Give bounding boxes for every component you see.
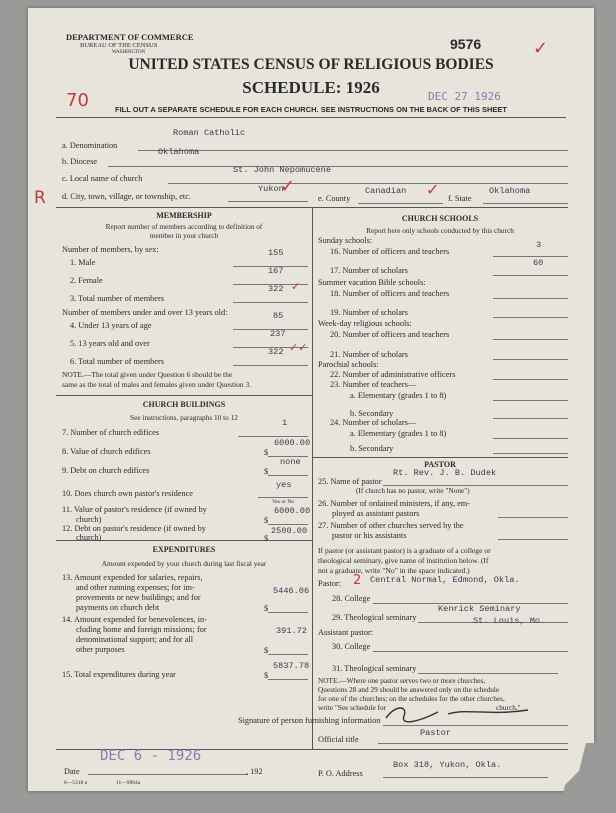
dept-label: DEPARTMENT OF COMMERCE [66,32,194,42]
college-value: Central Normal, Edmond, Okla. [370,575,520,585]
q11-dollar: $ [264,516,269,525]
q15-label: 15. Total expenditures during year [62,670,176,679]
received-date-stamp: DEC 27 1926 [428,90,501,103]
q9-label: 9. Debt on church edifices [62,466,150,475]
q26-label-1: 26. Number of ordained ministers, if any, em- [318,499,470,508]
buildings-title: CHURCH BUILDINGS [142,400,226,409]
q25-value: Rt. Rev. J. B. Dudek [393,468,497,478]
state-value: Oklahoma [489,186,531,196]
form-number: 6—5318 a [64,780,88,786]
q8-dollar: $ [264,448,269,457]
grad-note-3: not a graduate, write "No" in the space indicated.) [318,566,470,575]
q23b-label: b. Secondary [350,409,394,418]
seminary-value-2: St. Louis, Mo. [473,616,546,626]
yes-no-hint: Yes or No [272,499,295,505]
q13-label-3: provements or new buildings; and for [76,593,201,602]
q8-label: 8. Value of church edifices [62,447,151,456]
sunday-label: Sunday schools: [318,236,373,245]
official-title-value: Pastor [420,728,451,738]
q3-label: 3. Total number of members [70,294,164,303]
q3-check-mark: ✓ [291,280,301,293]
q11-label-2: church) [76,515,102,524]
q7-label: 7. Number of church edifices [62,428,159,437]
local-name-label: c. Local name of church [62,174,143,183]
q9-value: none [280,457,301,467]
q15-dollar: $ [264,671,269,680]
census-schedule-page [28,8,594,791]
po-address-value: Box 318, Yukon, Okla. [393,760,502,770]
q14-label-2: cluding home and foreign missions; for [76,625,207,634]
membership-note-1: NOTE.—The total given under Question 6 should be the [62,370,233,379]
bureau-label: BUREAU OF THE CENSUS [80,42,158,49]
diocese-value: Oklahoma [158,147,200,157]
q2-value: 167 [268,266,284,276]
schools-subtitle: Report here only schools conducted by this church [366,226,514,235]
q2-label: 2. Female [70,276,103,285]
pastor-note-1: NOTE.—Where one pastor serves two or more churches, [318,676,486,685]
q24-label: 24. Number of scholars— [330,418,417,427]
city-check-mark: ✓ [280,176,296,197]
q17-label: 17. Number of scholars [330,266,408,275]
q12-value: 2500.00 [271,526,308,536]
membership-subtitle-2: member in your church [149,231,219,240]
q25-note: (If church has no pastor, write "None") [356,486,470,495]
diocese-label: b. Diocese [62,157,98,166]
by-sex-label: Number of members, by sex: [62,245,159,254]
q6-check-mark: ✓✓ [289,341,308,354]
by-age-label: Number of members under and over 13 years old: [62,308,228,317]
q14-value: 391.72 [276,626,307,636]
q10-label: 10. Does church own pastor's residence [62,489,193,498]
q10-value: yes [276,480,292,490]
red-check-mark: ✓ [533,38,549,59]
city-value: Yukon [258,184,284,194]
q14-label-1: 14. Amount expended for benevolences, in- [62,615,207,624]
q23a-label: a. Elementary (grades 1 to 8) [350,391,447,400]
q14-label-4: other purposes [76,645,125,654]
q12-dollar: $ [264,534,269,543]
handwritten-70: 70 [66,90,89,111]
schedule-number: 9576 [450,36,482,52]
q6-value: 322 [268,347,284,357]
form-title: UNITED STATES CENSUS OF RELIGIOUS BODIES [128,56,494,73]
q13-label-1: 13. Amount expended for salaries, repairs, [62,573,203,582]
q8-value: 6000.00 [274,438,311,448]
weekday-label: Week-day religious schools: [318,319,412,328]
pastor-title: PASTOR [424,460,456,469]
q30-label: 30. College [332,642,371,651]
q5-value: 237 [270,329,286,339]
q20-label: 20. Number of officers and teachers [330,330,450,339]
q13-label-4: payments on church debt [76,603,160,612]
q16-value: 3 [536,240,542,250]
buildings-subtitle: See instructions, paragraphs 10 to 12 [130,413,238,422]
q12-label-1: 12. Debt on pastor's residence (if owned by [62,524,206,533]
q4-label: 4. Under 13 years of age [70,321,152,330]
q1-value: 155 [268,248,284,258]
assistant-label: Assistant pastor: [318,628,374,637]
q13-dollar: $ [264,604,269,613]
schools-title: CHURCH SCHOOLS [401,214,479,223]
denomination-label: a. Denomination [62,141,118,150]
q12-label-2: church) [76,533,102,542]
q15-value: 5837.78 [273,661,310,671]
q4-value: 85 [273,311,284,321]
q13-label-2: and other running expenses; for im- [76,583,195,592]
pastor-note-4: write "See schedule for [318,703,387,712]
q9-dollar: $ [264,467,269,476]
q26-label-2: ployed as assistant pastors [332,509,420,518]
expenditures-title: EXPENDITURES [152,545,216,554]
pastor-note-2: Questions 28 and 29 should be answered only on the schedule [318,685,500,694]
city-label: WASHINGTON [112,50,146,55]
q11-value: 6000.00 [274,506,311,516]
county-label: e. County [318,194,351,203]
q27-label-2: pastor or his assistants [332,531,407,540]
q3-value: 322 [268,284,284,294]
q29-label: 29. Theological seminary [332,613,417,622]
pastor-note-3: for one of the churches; on the schedules for the other churches, [318,694,505,703]
signature-label: Signature of person furnishing information [238,716,381,725]
expenditures-subtitle: Amount expended by your church during last fiscal year [101,559,267,568]
grad-note-1: If pastor (or assistant pastor) is a graduate of a college or [318,546,491,555]
q28-label: 28. College [332,594,371,603]
q27-label-1: 27. Number of other churches served by the [318,521,464,530]
q23-label: 23. Number of teachers— [330,380,417,389]
pastor-note-5: church." [496,703,521,712]
q21-label: 21. Number of scholars [330,350,408,359]
po-address-label: P. O. Address [318,769,363,778]
instruction-line: FILL OUT A SEPARATE SCHEDULE FOR EACH CHURCH. SEE INSTRUCTIONS ON THE BACK OF THIS SHEET [115,105,507,114]
handwritten-2: 2 [353,573,362,588]
q11-label-1: 11. Value of pastor's residence (if owned by [62,505,207,514]
q1-label: 1. Male [70,258,96,267]
q19-label: 19. Number of scholars [330,308,408,317]
summer-label: Summer vacation Bible schools: [318,278,426,287]
local-name-value: St. John Nepomucene [233,165,331,175]
membership-title: MEMBERSHIP [156,211,212,220]
county-value: Canadian [365,186,407,196]
q17-value: 60 [533,258,544,268]
q16-label: 16. Number of officers and teachers [330,247,450,256]
q14-dollar: $ [264,646,269,655]
q6-label: 6. Total number of members [70,357,164,366]
pastor-sub-label: Pastor: [318,579,342,588]
denomination-value: Roman Catholic [173,128,246,138]
parochial-label: Parochial schools: [318,360,379,369]
date-label: Date [64,767,80,776]
membership-subtitle-1: Report number of members according to definition of [105,222,263,231]
state-label: f. State [448,194,472,203]
date-stamp: DEC 6 - 1926 [100,748,202,764]
q5-label: 5. 13 years old and over [70,339,150,348]
q7-value: 1 [282,418,288,428]
q14-label-3: denominational support; and for all [76,635,194,644]
city-label-line: d. City, town, village, or township, etc. [62,192,191,201]
q31-label: 31. Theological seminary [332,664,417,673]
handwritten-r: R [34,188,46,208]
seminary-value-1: Kenrick Seminary [438,604,521,614]
q24a-label: a. Elementary (grades 1 to 8) [350,429,447,438]
torn-corner [558,743,616,813]
membership-note-2: same as the total of males and females given under Question 3. [62,380,252,389]
q25-label: 25. Name of pastor [318,477,382,486]
q24b-label: b. Secondary [350,444,394,453]
county-check-mark: ✓ [426,180,440,199]
q13-value: 5446.06 [273,586,310,596]
official-title-label: Official title [318,735,359,744]
q18-label: 18. Number of officers and teachers [330,289,450,298]
q22-label: 22. Number of administrative officers [330,370,456,379]
grad-note-2: theological seminary, give name of institution below. (If [318,556,489,565]
print-number: 11—9964a [116,780,141,786]
year-suffix: , 192 [246,767,263,776]
pastor-signature [378,698,548,728]
schedule-title: SCHEDULE: 1926 [242,78,380,97]
